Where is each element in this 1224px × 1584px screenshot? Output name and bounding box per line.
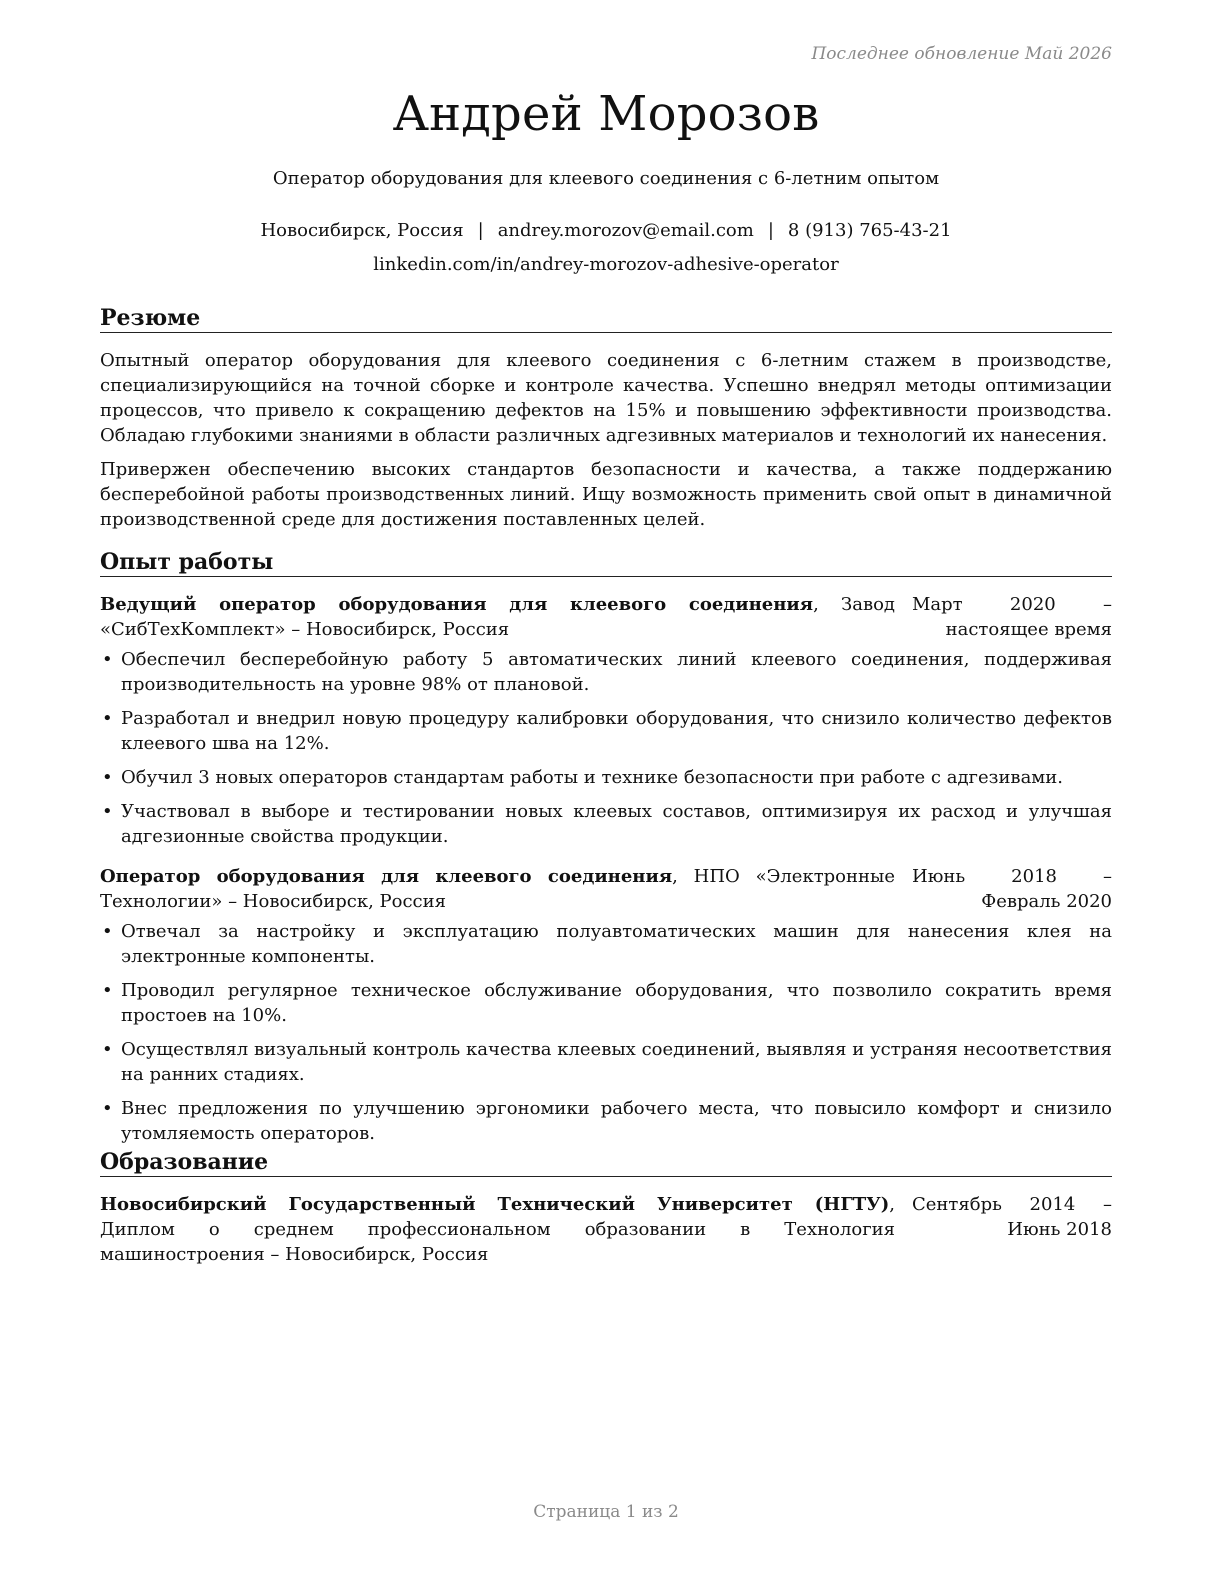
phone: 8 (913) 765-43-21 — [787, 220, 952, 241]
education-line — [100, 1192, 895, 1267]
resume-page — [100, 0, 1112, 1584]
separator: | — [767, 220, 774, 241]
summary-paragraph: Опытный оператор оборудования для клеевого соединения с 6-летним стажем в производстве, специализирующийся на точной сборке и контроле качества. Успешно внедрял методы оптимизации процессов, что привело к сокращению дефектов на 15% и повышению эффективности производства. Обладаю глубокими знаниями в области различных адгезивных материалов и технологий их нанесения. — [100, 350, 1112, 446]
list-item: • Отвечал за настройку и эксплуатацию полуавтоматических машин для нанесения клея на электронные компоненты. — [102, 921, 1112, 967]
education-dates: Сентябрь 2014 – Июнь 2018 — [912, 1194, 1112, 1240]
summary-paragraph: Привержен обеспечению высоких стандартов безопасности и качества, а также поддержанию бесперебойной работы производственных линий. Ищу возможность применить свой опыт в динамичной производственной среде для достижения поставленных целей. — [100, 459, 1112, 530]
education-details: , Диплом о среднем профессиональном образовании в Технология машиностроения – Новосибирск, Россия — [100, 1194, 895, 1265]
job-title-line — [100, 864, 895, 914]
list-item: • Разработал и внедрил новую процедуру калибровки оборудования, что снизило количество дефектов клеевого шва на 12%. — [102, 708, 1112, 754]
bullet-icon: • — [102, 767, 113, 788]
page-number: Страница 1 из 2 — [533, 1502, 679, 1522]
bullet-icon: • — [102, 980, 113, 1001]
section-title-experience: Опыт работы — [100, 549, 1112, 577]
list-item: • Обучил 3 новых операторов стандартам работы и технике безопасности при работе с адгезивами. — [102, 767, 1064, 788]
linkedin-link[interactable]: linkedin.com/in/andrey-morozov-adhesive-operator — [373, 254, 839, 275]
separator: | — [477, 220, 484, 241]
bullet-icon: • — [102, 1098, 113, 1119]
job-role: Оператор оборудования для клеевого соединения — [100, 866, 673, 887]
list-item: • Проводил регулярное техническое обслуживание оборудования, что позволило сократить время простоев на 10%. — [102, 980, 1112, 1026]
job-organization: , Завод «СибТехКомплект» – Новосибирск, Россия — [100, 594, 895, 640]
job-organization: , НПО «Электронные Технологии» – Новосибирск, Россия — [100, 866, 895, 912]
bullet-icon: • — [102, 1039, 113, 1060]
bullet-icon: • — [102, 801, 113, 822]
job-title-line — [100, 592, 895, 642]
location: Новосибирск, Россия — [260, 220, 464, 241]
last-updated: Последнее обновление Май 2026 — [811, 44, 1112, 64]
education-institution: Новосибирский Государственный Технический Университет (НГТУ) — [100, 1194, 890, 1215]
list-item: • Обеспечил бесперебойную работу 5 автоматических линий клеевого соединения, поддерживая производительность на уровне 98% от плановой. — [102, 649, 1112, 695]
bullet-icon: • — [102, 921, 113, 942]
candidate-name: Андрей Морозов — [392, 86, 820, 142]
job-bullets — [100, 919, 1112, 1155]
candidate-subtitle: Оператор оборудования для клеевого соединения с 6-летним опытом — [272, 168, 940, 189]
job-dates: Июнь 2018 – Февраль 2020 — [912, 866, 1112, 912]
list-item: • Осуществлял визуальный контроль качества клеевых соединений, выявляя и устраняя несоответствия на ранних стадиях. — [102, 1039, 1112, 1085]
bullet-icon: • — [102, 649, 113, 670]
job-role: Ведущий оператор оборудования для клеевого соединения — [100, 594, 814, 615]
contact-line — [100, 220, 1112, 241]
bullet-icon: • — [102, 708, 113, 729]
job-bullets — [100, 647, 1112, 858]
email-link[interactable]: andrey.morozov@email.com — [497, 220, 754, 241]
list-item: • Внес предложения по улучшению эргономики рабочего места, что повысило комфорт и снизило утомляемость операторов. — [102, 1098, 1112, 1144]
section-title-summary: Резюме — [100, 305, 1112, 333]
job-dates: Март 2020 – настоящее время — [912, 594, 1112, 640]
section-title-education: Образование — [100, 1149, 1112, 1177]
list-item: • Участвовал в выборе и тестировании новых клеевых составов, оптимизируя их расход и улучшая адгезионные свойства продукции. — [102, 801, 1112, 847]
